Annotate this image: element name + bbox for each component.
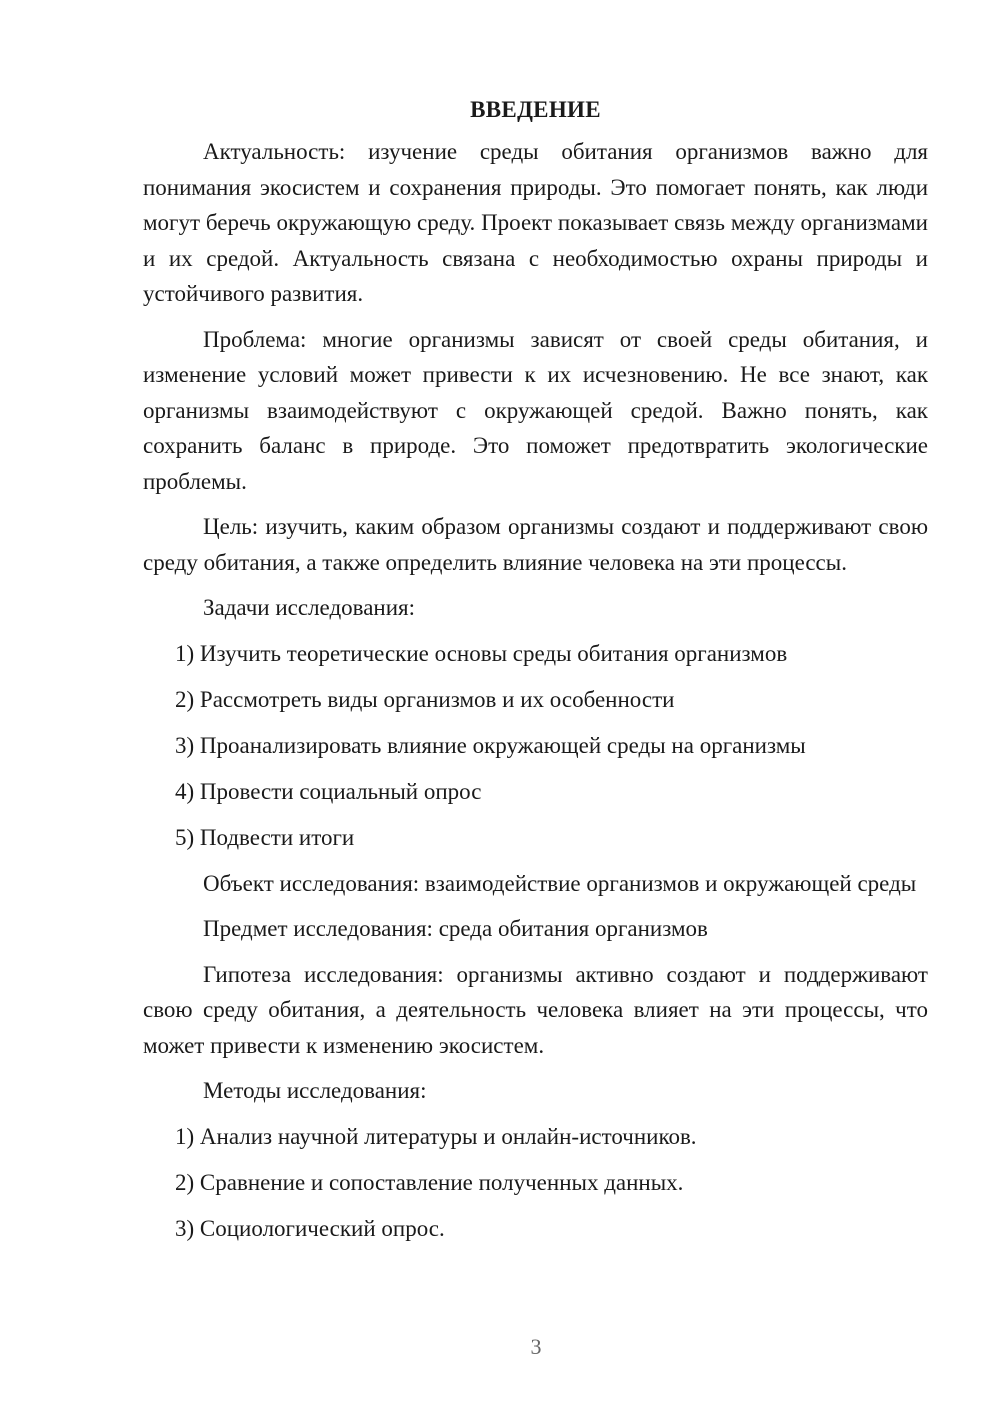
goal-paragraph: Цель: изучить, каким образом организмы создают и поддерживают свою среду обитания, а также определить влияние человека на эти процессы. — [143, 514, 928, 575]
methods-list — [143, 1119, 928, 1247]
task-item: 4) Провести социальный опрос — [175, 778, 482, 804]
tasks-heading: Задачи исследования: — [203, 595, 416, 620]
method-item: 2) Сравнение и сопоставление полученных данных. — [175, 1169, 684, 1195]
relevance-paragraph: Актуальность: изучение среды обитания организмов важно для понимания экосистем и сохранения природы. Это помогает понять, как люди могут беречь окружающую среду. Проект показывает связь между организмами и их средой. Актуальность связана с необходимостью охраны природы и устойчивого развития. — [143, 139, 928, 306]
method-item: 1) Анализ научной литературы и онлайн-источников. — [175, 1123, 697, 1149]
method-item: 3) Социологический опрос. — [175, 1215, 445, 1241]
methods-heading: Методы исследования: — [203, 1078, 427, 1103]
task-item: 3) Проанализировать влияние окружающей среды на организмы — [175, 732, 806, 758]
page-title: ВВЕДЕНИЕ — [470, 97, 601, 122]
document-page — [143, 92, 928, 1257]
task-item: 5) Подвести итоги — [175, 824, 355, 850]
problem-paragraph: Проблема: многие организмы зависят от своей среды обитания, и изменение условий может привести к их исчезновению. Не все знают, как организмы взаимодействуют с окружающей средой. Важно понять, как сохранить баланс в природе. Это поможет предотвратить экологические проблемы. — [143, 326, 928, 494]
object-paragraph: Объект исследования: взаимодействие организмов и окружающей среды — [203, 870, 917, 896]
task-item: 2) Рассмотреть виды организмов и их особенности — [175, 686, 675, 712]
page-number: 3 — [530, 1334, 542, 1359]
hypothesis-paragraph: Гипотеза исследования: организмы активно создают и поддерживают свою среду обитания, а деятельность человека влияет на эти процессы, что может привести к изменению экосистем. — [143, 961, 928, 1058]
subject-paragraph: Предмет исследования: среда обитания организмов — [203, 916, 708, 941]
tasks-list — [143, 636, 928, 856]
task-item: 1) Изучить теоретические основы среды обитания организмов — [175, 640, 788, 666]
